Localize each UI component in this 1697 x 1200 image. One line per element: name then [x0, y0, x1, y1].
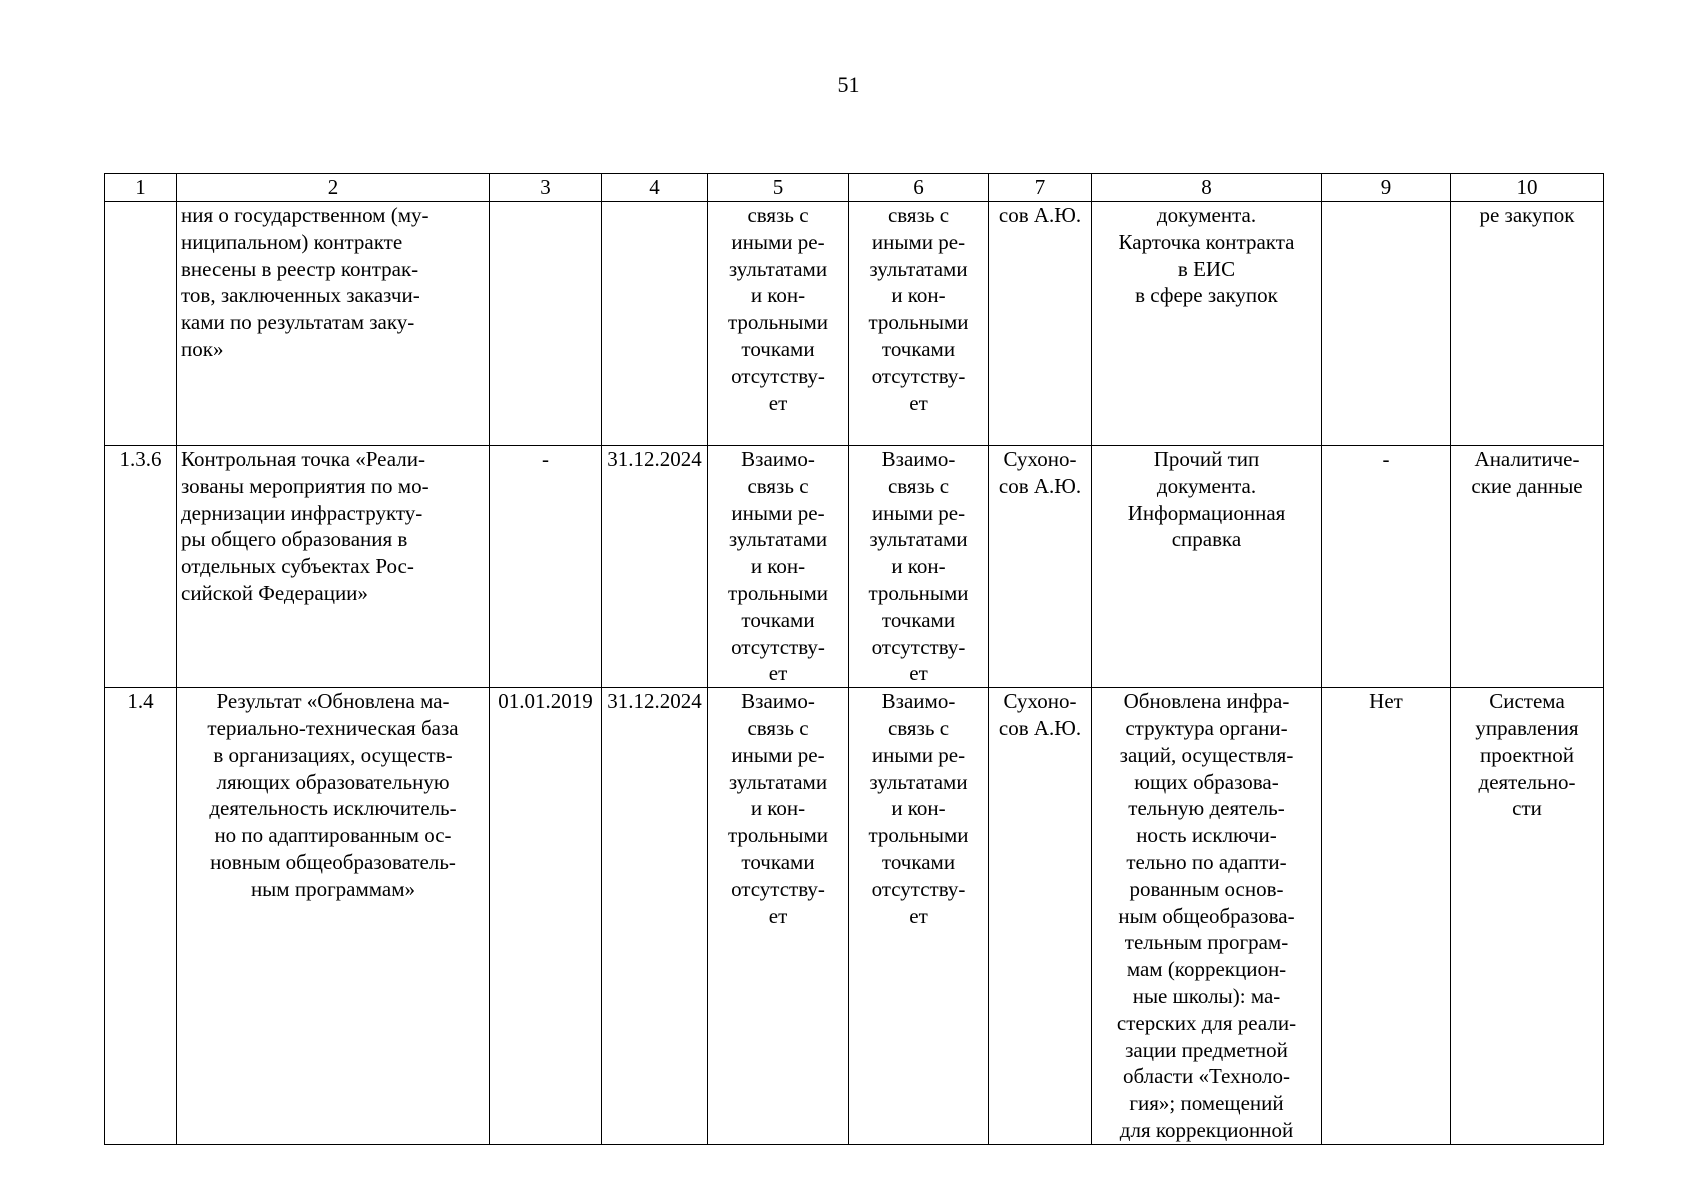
- column-header-1: 1: [105, 174, 177, 202]
- description-cell: Контрольная точка «Реали- зованы мероприятия по мо- дернизации инфраструкту- ры общего образования в отдельных субъектах Рос- сийской Федерации»: [177, 446, 490, 688]
- description-cell: Результат «Обновлена ма- териально-техническая база в организациях, осуществ- ляющих образовательную деятельность исключитель- но по адаптированным ос- новным общеобразователь- ным программам»: [177, 688, 490, 1145]
- level-cell: Нет: [1322, 688, 1451, 1145]
- project-plan-table: [104, 173, 1604, 1145]
- column-header-9: 9: [1322, 174, 1451, 202]
- responsible-cell: сов А.Ю.: [989, 202, 1092, 446]
- column-header-7: 7: [989, 174, 1092, 202]
- column-header-4: 4: [602, 174, 708, 202]
- column-header-5: 5: [708, 174, 849, 202]
- row-number-cell: 1.4: [105, 688, 177, 1145]
- column-header-10: 10: [1451, 174, 1604, 202]
- end-date-cell: 31.12.2024: [602, 688, 708, 1145]
- responsible-cell: Сухоно- сов А.Ю.: [989, 688, 1092, 1145]
- successors-cell: Взаимо- связь с иными ре- зультатами и кон- трольными точками отсутству- ет: [849, 446, 989, 688]
- table-row: [105, 446, 1604, 688]
- info-system-cell: Система управления проектной деятельно- сти: [1451, 688, 1604, 1145]
- successors-cell: связь с иными ре- зультатами и кон- трольными точками отсутству- ет: [849, 202, 989, 446]
- table-row: [105, 202, 1604, 446]
- column-header-6: 6: [849, 174, 989, 202]
- end-date-cell: 31.12.2024: [602, 446, 708, 688]
- responsible-cell: Сухоно- сов А.Ю.: [989, 446, 1092, 688]
- document-cell: Прочий тип документа. Информационная справка: [1092, 446, 1322, 688]
- column-header-8: 8: [1092, 174, 1322, 202]
- row-number-cell: 1.3.6: [105, 446, 177, 688]
- end-date-cell: [602, 202, 708, 446]
- level-cell: [1322, 202, 1451, 446]
- table-row: [105, 688, 1604, 1145]
- table-header-row: [105, 174, 1604, 202]
- start-date-cell: 01.01.2019: [490, 688, 602, 1145]
- page-number: 51: [837, 72, 860, 97]
- predecessors-cell: связь с иными ре- зультатами и кон- трольными точками отсутству- ет: [708, 202, 849, 446]
- predecessors-cell: Взаимо- связь с иными ре- зультатами и кон- трольными точками отсутству- ет: [708, 446, 849, 688]
- start-date-cell: [490, 202, 602, 446]
- document-cell: документа. Карточка контракта в ЕИС в сфере закупок: [1092, 202, 1322, 446]
- column-header-2: 2: [177, 174, 490, 202]
- row-number-cell: [105, 202, 177, 446]
- column-header-3: 3: [490, 174, 602, 202]
- start-date-cell: -: [490, 446, 602, 688]
- level-cell: -: [1322, 446, 1451, 688]
- successors-cell: Взаимо- связь с иными ре- зультатами и кон- трольными точками отсутству- ет: [849, 688, 989, 1145]
- document-cell: Обновлена инфра- структура органи- заций, осуществля- ющих образова- тельную деятель- ность исключи- тельно по адапти- рованным основ- ным общеобразова- тельным програм- мам (коррекцион- ные школы): ма- стерских для реали- зации предметной области «Техноло- гия»; помещений для коррекционной: [1092, 688, 1322, 1145]
- info-system-cell: Аналитиче- ские данные: [1451, 446, 1604, 688]
- info-system-cell: ре закупок: [1451, 202, 1604, 446]
- description-cell: ния о государственном (му- ниципальном) контракте внесены в реестр контрак- тов, заключенных заказчи- ками по результатам заку- пок»: [177, 202, 490, 446]
- predecessors-cell: Взаимо- связь с иными ре- зультатами и кон- трольными точками отсутству- ет: [708, 688, 849, 1145]
